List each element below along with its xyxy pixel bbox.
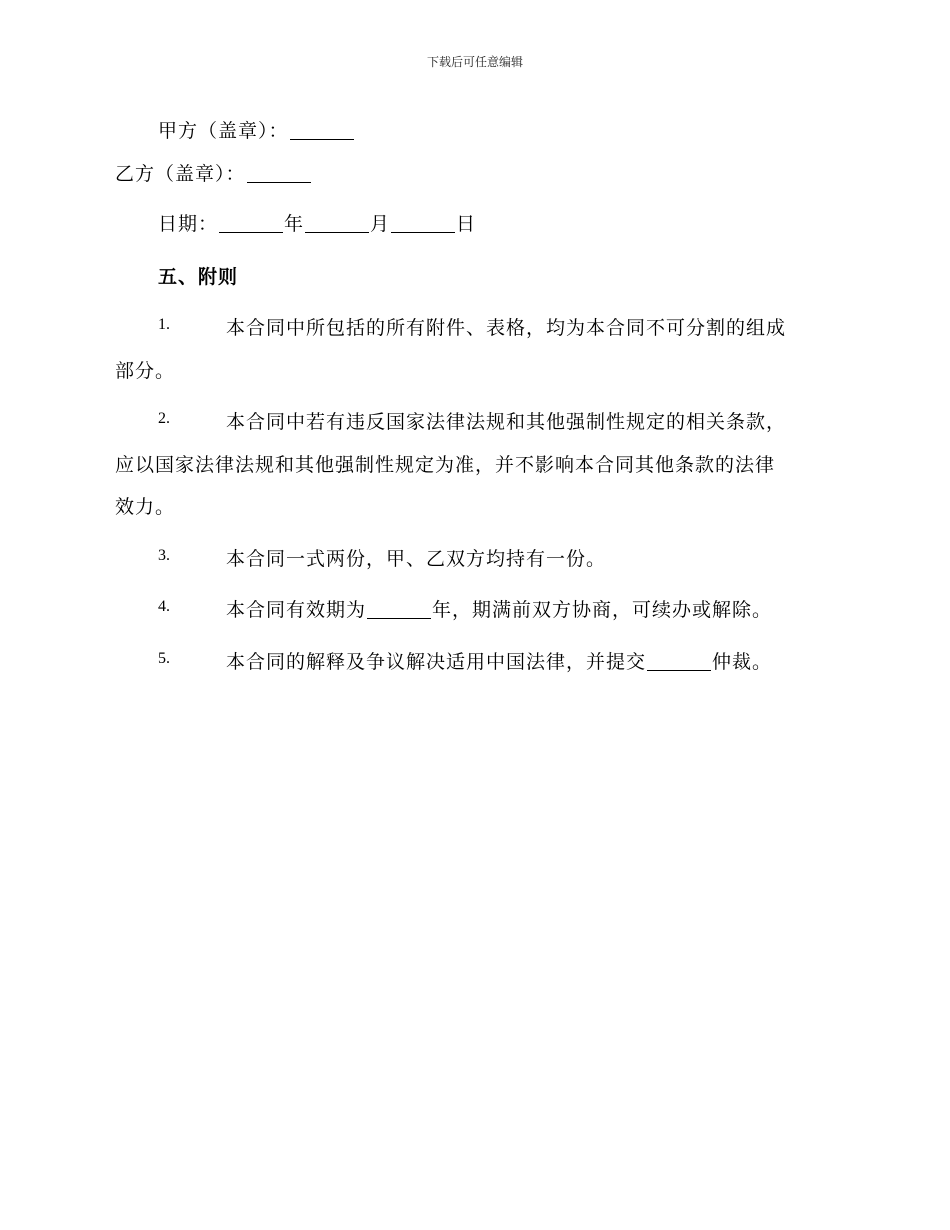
party-b-signature-line [115, 159, 312, 186]
arbitration-body-blank [647, 669, 711, 671]
item-2-text-line-1: 本合同中若有违反国家法律法规和其他强制性规定的相关条款， [226, 411, 787, 433]
item-4-text-b: 年，期满前双方协商，可续办或解除。 [432, 599, 773, 621]
party-b-label: 乙方（盖章）： [115, 163, 246, 185]
item-1-text-line-1: 本合同中所包括的所有附件、表格，均为本合同不可分割的组成 [226, 317, 787, 339]
year-blank [219, 231, 283, 233]
date-line [158, 209, 476, 236]
validity-years-blank [367, 617, 431, 619]
item-5-text-a: 本合同的解释及争议解决适用中国法律，并提交 [226, 651, 647, 673]
item-1-text-line-2: 部分。 [115, 360, 176, 382]
year-label: 年 [284, 213, 305, 235]
item-3-text: 本合同一式两份，甲、乙双方均持有一份。 [226, 548, 607, 570]
party-a-blank [290, 138, 354, 140]
item-4-text [226, 595, 772, 622]
party-a-signature-line [158, 116, 355, 143]
item-5-text-b: 仲裁。 [712, 651, 773, 673]
party-b-blank [247, 181, 311, 183]
date-label: 日期： [158, 213, 219, 235]
item-3-number: 3. [158, 547, 170, 564]
month-label: 月 [370, 213, 391, 235]
day-label: 日 [456, 213, 477, 235]
item-4-text-a: 本合同有效期为 [226, 599, 367, 621]
item-5-text [226, 647, 772, 674]
item-5-number: 5. [158, 650, 170, 667]
section-title: 五、附则 [158, 266, 239, 288]
party-a-label: 甲方（盖章）： [158, 120, 289, 142]
item-1-number: 1. [158, 316, 170, 333]
item-2-number: 2. [158, 410, 170, 427]
item-2-text-line-2: 应以国家法律法规和其他强制性规定为准，并不影响本合同其他条款的法律 [115, 454, 776, 476]
month-blank [305, 231, 369, 233]
page-header: 下载后可任意编辑 [426, 55, 523, 69]
day-blank [391, 231, 455, 233]
item-2-text-line-3: 效力。 [115, 496, 176, 518]
item-4-number: 4. [158, 598, 170, 615]
